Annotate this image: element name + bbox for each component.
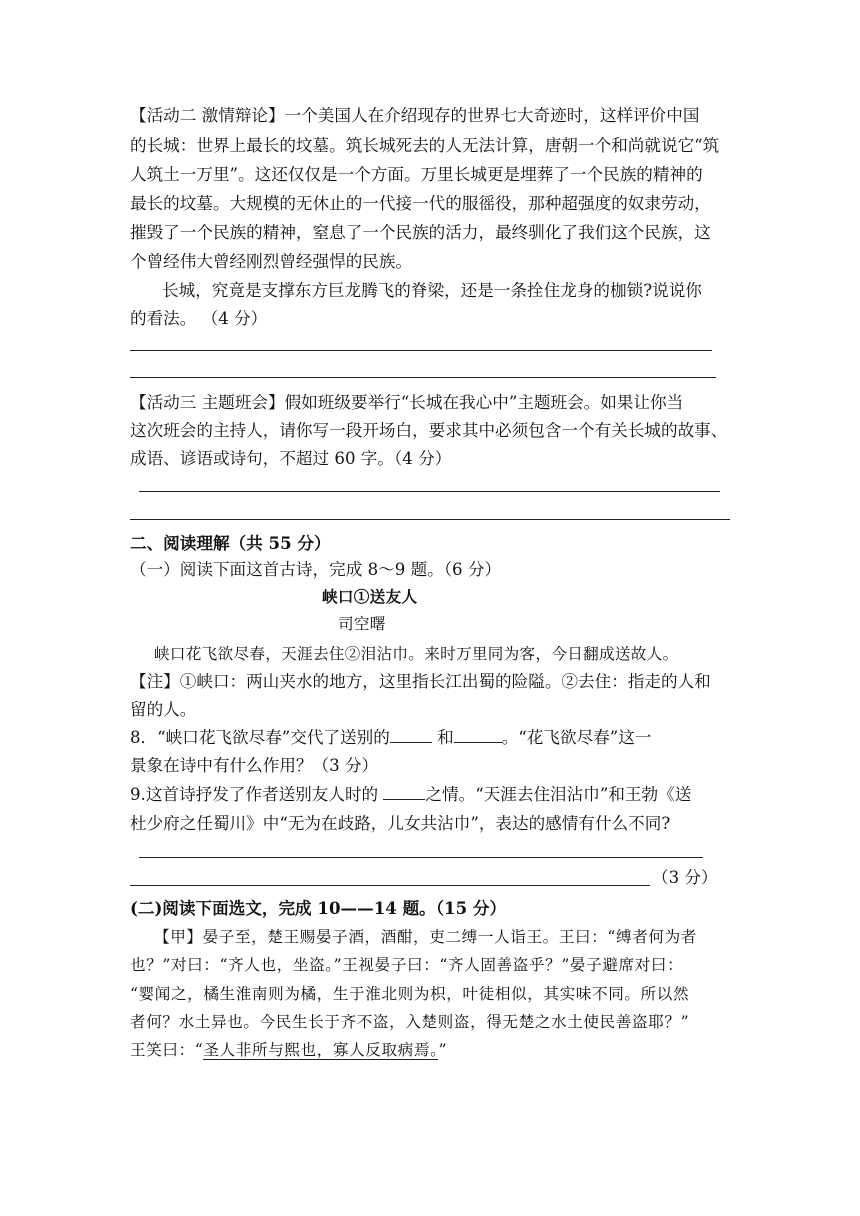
question-9-text-a: 9.这首诗抒发了作者送别友人时的 <box>130 785 384 804</box>
question-9-text-b: 之情。“天涯去住泪沾巾”和王勃《送 <box>425 785 692 804</box>
answer-line[interactable] <box>139 857 703 858</box>
activity2-line-1: 【活动二 激情辩论】一个美国人在介绍现存的世界七大奇迹时，这样评价中国 <box>130 106 700 125</box>
answer-blank[interactable] <box>454 726 502 743</box>
question-9-line-1 <box>130 783 691 807</box>
answer-line[interactable] <box>130 377 716 378</box>
section-2-intro: (二)阅读下面选文，完成 10——14 题。（15 分） <box>130 898 507 918</box>
activity2-question-line-1: 长城，究竟是支撑东方巨龙腾飞的脊梁，还是一条拴住龙身的枷锁?说说你 <box>162 281 702 300</box>
passage-jia-line-1: 【甲】晏子至，楚王赐晏子酒，酒酣，吏二缚一人诣王。王曰：“缚者何为者 <box>154 928 697 946</box>
activity3-line-3: 成语、谚语或诗句，不超过 60 字。（4 分） <box>130 449 452 468</box>
question-9-score: （3 分） <box>652 868 718 887</box>
passage-jia-line-3: “婴闻之，橘生淮南则为橘，生于淮北则为枳，叶徒相似，其实味不同。所以然 <box>130 985 690 1003</box>
answer-line[interactable] <box>130 519 730 520</box>
activity2-line-3: 人筑土一万里”。这还仅仅是一个方面。万里长城更是埋葬了一个民族的精神的 <box>130 165 703 184</box>
activity2-line-6: 个曾经伟大曾经刚烈曾经强悍的民族。 <box>130 252 413 271</box>
activity2-line-2: 的长城：世界上最长的坟墓。筑长城死去的人无法计算，唐朝一个和尚就说它“筑 <box>130 136 720 155</box>
activity2-line-4: 最长的坟墓。大规模的无休止的一代接一代的服徭役，那种超强度的奴隶劳动， <box>130 194 711 213</box>
question-8-line-2: 景象在诗中有什么作用？（3 分） <box>130 756 379 775</box>
question-8-text-a: 8．“峡口花飞欲尽春”交代了送别的 <box>130 728 390 747</box>
question-8-text-b: 。“花飞欲尽春”这一 <box>501 728 652 747</box>
answer-line[interactable] <box>139 491 720 492</box>
activity2-line-5: 摧毁了一个民族的精神，窒息了一个民族的活力，最终驯化了我们这个民族，这 <box>130 223 711 242</box>
passage-text: ” <box>438 1041 448 1059</box>
activity2-question-line-2: 的看法。 （4 分） <box>130 309 268 328</box>
question-8-and: 和 <box>431 728 454 747</box>
poem-title: 峡口①送友人 <box>322 587 418 606</box>
answer-blank[interactable] <box>390 726 432 743</box>
activity3-line-1: 【活动三 主题班会】假如班级要举行“长城在我心中”主题班会。如果让你当 <box>130 393 684 412</box>
answer-line[interactable] <box>130 350 712 351</box>
section-title: 二、阅读理解（共 55 分） <box>130 533 331 553</box>
underlined-sentence: 圣人非所与熙也，寡人反取病焉。 <box>203 1041 439 1059</box>
note-line-2: 留的人。 <box>130 700 197 719</box>
passage-jia-line-2: 也？”对曰：“齐人也，坐盗。”王视晏子曰：“齐人固善盗乎？”晏子避席对曰： <box>130 956 684 974</box>
note-line-1: 【注】①峡口：两山夹水的地方，这里指长江出蜀的险隘。②去住：指走的人和 <box>130 672 711 691</box>
answer-line[interactable] <box>130 885 650 886</box>
poem-author: 司空曙 <box>338 615 386 633</box>
question-9-line-2: 杜少府之任蜀川》中“无为在歧路，儿女共沾巾”，表达的感情有什么不同? <box>130 814 671 833</box>
passage-text: 王笑曰：“ <box>130 1041 204 1059</box>
question-8-line-1 <box>130 726 651 750</box>
passage-jia-line-5 <box>130 1038 447 1062</box>
activity3-line-2: 这次班会的主持人，请你写一段开场白，要求其中必须包含一个有关长城的故事、 <box>130 421 728 440</box>
answer-blank[interactable] <box>383 783 425 800</box>
passage-jia-line-4: 者何？水土异也。今民生长于齐不盗，入楚则盗，得无楚之水土使民善盗耶？” <box>130 1013 690 1031</box>
section-1-intro: （一）阅读下面这首古诗，完成 8～9 题。（6 分） <box>130 560 502 579</box>
poem-body: 峡口花飞欲尽春，天涯去住②泪沾巾。来时万里同为客，今日翻成送故人。 <box>154 645 679 663</box>
